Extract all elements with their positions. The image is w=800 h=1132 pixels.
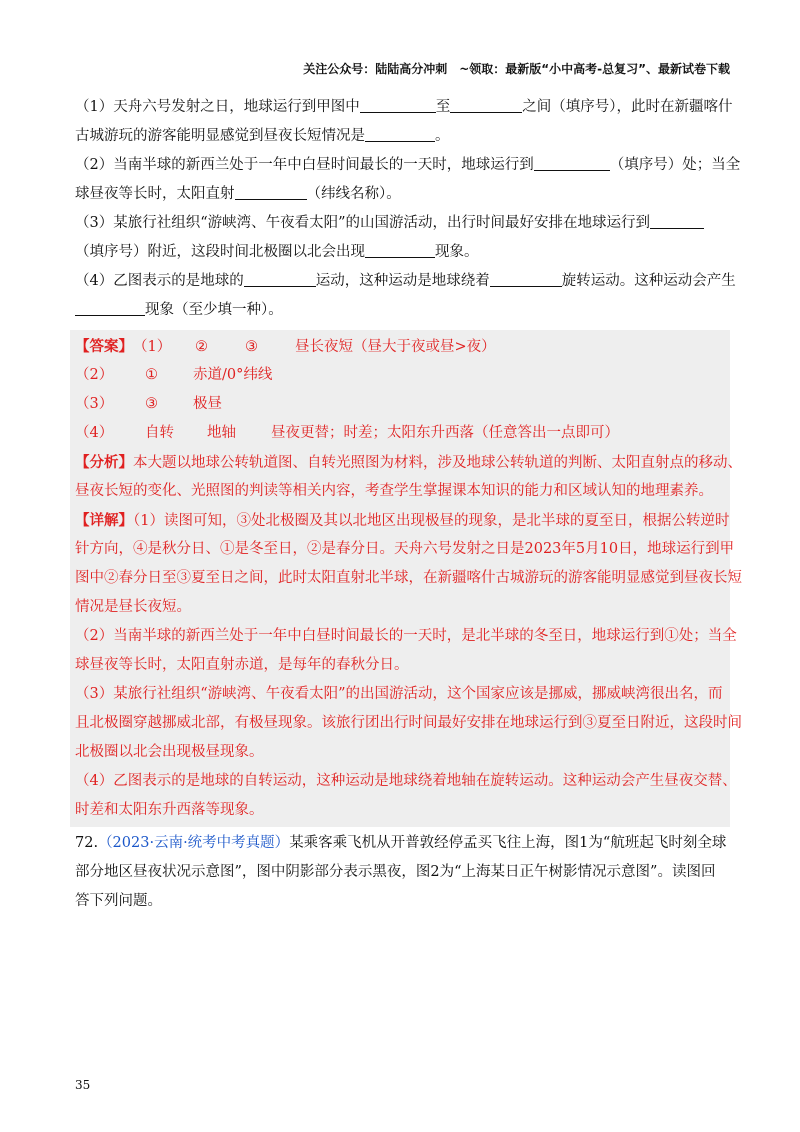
q1-line-1: （1）天舟六号发射之日，地球运行到甲图中 至 之间（填序号），此时在新疆喀什 <box>75 93 725 122</box>
page-content <box>75 93 742 916</box>
q2-line-2: 球昼夜等长时，太阳直射 （纬线名称）。 <box>75 180 725 209</box>
detail-line-10: （4）乙图表示的是地球的自转运动，这种运动是地球绕着地轴在旋转运动。这种运动会产生昼夜交替、 <box>75 773 737 789</box>
analysis-label: 【分析】 <box>75 454 133 471</box>
blank-q4-axis[interactable] <box>490 269 562 287</box>
detail-label: 【详解】 <box>75 512 133 529</box>
blank-q3-phenomenon[interactable] <box>365 240 435 258</box>
page-number: 35 <box>75 1078 91 1092</box>
detail-line-9: 北极圈以北会出现极昼现象。 <box>75 744 264 760</box>
q72-line-2: 部分地区昼夜状况示意图”，图中阴影部分表示黑夜，图2为“上海某日正午树影情况示意图”。读图回 <box>75 864 716 880</box>
blank-q4-phenomenon[interactable] <box>75 298 145 316</box>
analysis-line-1: 【分析】本大题以地球公转轨道图、自转光照图为材料，涉及地球公转轨道的判断、太阳直射点的移动、 <box>75 454 742 471</box>
q3-line-1: （3）某旅行社组织“游峡湾、午夜看太阳”的山国游活动，出行时间最好安排在地球运行到 <box>75 209 725 238</box>
page-header: 关注公众号：陆陆高分冲刺 ~领取：最新版“小中高考-总复习”、最新试卷下载 <box>303 62 730 76</box>
q72-number: 72. <box>75 835 99 851</box>
q72-source-link[interactable]: （2023·云南·统考中考真题） <box>98 835 290 851</box>
blank-q4-motion[interactable] <box>244 269 316 287</box>
detail-line-6: 球昼夜等长时，太阳直射赤道，是每年的春秋分日。 <box>75 657 409 673</box>
q3-line-2: （填序号）附近，这段时间北极圈以北会出现 现象。 <box>75 238 725 267</box>
answer-row-3: （3） ③ 极昼 <box>75 396 222 412</box>
detail-line-3: 图中②春分日至③夏至日之间，此时太阳直射北半球，在新疆喀什古城游玩的游客能明显感觉到昼夜长短 <box>75 570 742 586</box>
detail-line-8: 且北极圈穿越挪威北部，有极昼现象。该旅行团出行时间最好安排在地球运行到③夏至日附近，这段时间 <box>75 715 742 731</box>
q72-line-3: 答下列问题。 <box>75 893 162 909</box>
detail-line-4: 情况是昼长夜短。 <box>75 599 191 615</box>
blank-q1-from[interactable] <box>360 95 436 113</box>
blank-q2-position[interactable] <box>534 153 610 171</box>
detail-line-5: （2）当南半球的新西兰处于一年中白昼时间最长的一天时，是北半球的冬至日，地球运行到①处；当全 <box>75 628 737 644</box>
q2-line-1: （2）当南半球的新西兰处于一年中白昼时间最长的一天时，地球运行到 （填序号）处；当全 <box>75 151 725 180</box>
answer-row-2: （2） ① 赤道/0°纬线 <box>75 367 273 383</box>
question-72 <box>75 829 725 916</box>
blank-q2-latitude[interactable] <box>235 182 307 200</box>
detail-line-2: 针方向，④是秋分日、①是冬至日，②是春分日。天舟六号发射之日是2023年5月10日，地球运行到甲 <box>75 541 735 557</box>
blank-q3-position[interactable] <box>650 211 704 229</box>
detail-line-7: （3）某旅行社组织“游峡湾、午夜看太阳”的出国游活动，这个国家应该是挪威，挪威峡湾很出名，而 <box>75 686 723 702</box>
answer-row-1: 【答案】（1） ② ③ 昼长夜短（昼大于夜或昼>夜） <box>75 338 496 355</box>
answer-box <box>70 330 742 827</box>
blank-q1-daylength[interactable] <box>365 124 435 142</box>
answer-row-4: （4） 自转 地轴 昼夜更替；时差；太阳东升西落（任意答出一点即可） <box>75 425 619 441</box>
q4-line-2: 现象（至少填一种）。 <box>75 296 725 325</box>
blank-q1-to[interactable] <box>450 95 522 113</box>
q72-line-1: 72.（2023·云南·统考中考真题）某乘客乘飞机从开普敦经停孟买飞往上海，图1为“航班起飞时刻全球 <box>75 835 727 851</box>
q4-line-1: （4）乙图表示的是地球的 运动，这种运动是地球绕着 旋转运动。这种运动会产生 <box>75 267 725 296</box>
detail-line-1: 【详解】（1）读图可知，③处北极圈及其以北地区出现极昼的现象，是北半球的夏至日，根据公转逆时 <box>75 512 730 529</box>
detail-line-11: 时差和太阳东升西落等现象。 <box>75 802 264 818</box>
q1-line-2: 古城游玩的游客能明显感觉到昼夜长短情况是 。 <box>75 122 725 151</box>
answer-label: 【答案】 <box>75 338 133 355</box>
analysis-line-2: 昼夜长短的变化、光照图的判读等相关内容，考查学生掌握课本知识的能力和区域认知的地理素养。 <box>75 483 713 499</box>
